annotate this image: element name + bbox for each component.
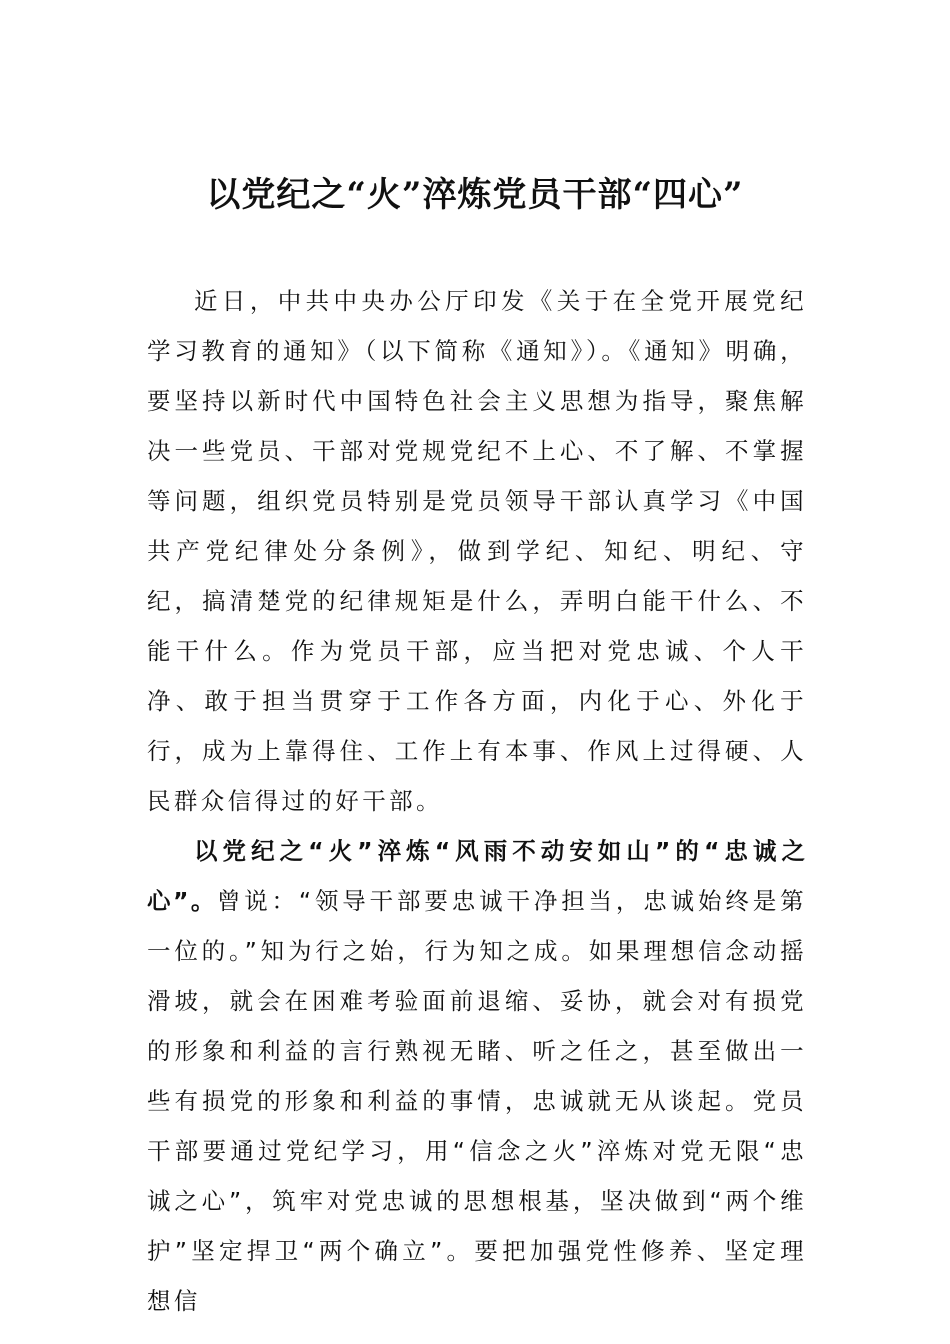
paragraph-lead-heading: 以党纪之“火”淬炼“风雨不动安如山”的“忠诚之心”。 xyxy=(147,837,807,915)
document-body xyxy=(147,276,807,1326)
paragraph-intro xyxy=(147,276,807,826)
paragraph-loyalty xyxy=(147,826,807,1326)
paragraph-text: 近日，中共中央办公厅印发《关于在全党开展党纪学习教育的通知》（以下简称《通知》）。《通知》明确，要坚持以新时代中国特色社会主义思想为指导，聚焦解决一些党员、干部对党规党纪不上心、不了解、不掌握等问题，组织党员特别是党员领导干部认真学习《中国共产党纪律处分条例》，做到学纪、知纪、明纪、守纪，搞清楚党的纪律规矩是什么，弄明白能干什么、不能干什么。作为党员干部，应当把对党忠诚、个人干净、敢于担当贯穿于工作各方面，内化于心、外化于行，成为上靠得住、工作上有本事、作风上过得硬、人民群众信得过的好干部。 xyxy=(147,287,807,815)
paragraph-text: 曾说：“领导干部要忠诚干净担当，忠诚始终是第一位的。”知为行之始，行为知之成。如果理想信念动摇滑坡，就会在困难考验面前退缩、妥协，就会对有损党的形象和利益的言行熟视无睹、听之任之，甚至做出一些有损党的形象和利益的事情，忠诚就无从谈起。党员干部要通过党纪学习，用“信念之火”淬炼对党无限“忠诚之心”，筑牢对党忠诚的思想根基，坚决做到“两个维护”坚定捍卫“两个确立”。要把加强党性修养、坚定理想信 xyxy=(147,887,807,1315)
document-title: 以党纪之“火”淬炼党员干部“四心” xyxy=(206,175,744,215)
